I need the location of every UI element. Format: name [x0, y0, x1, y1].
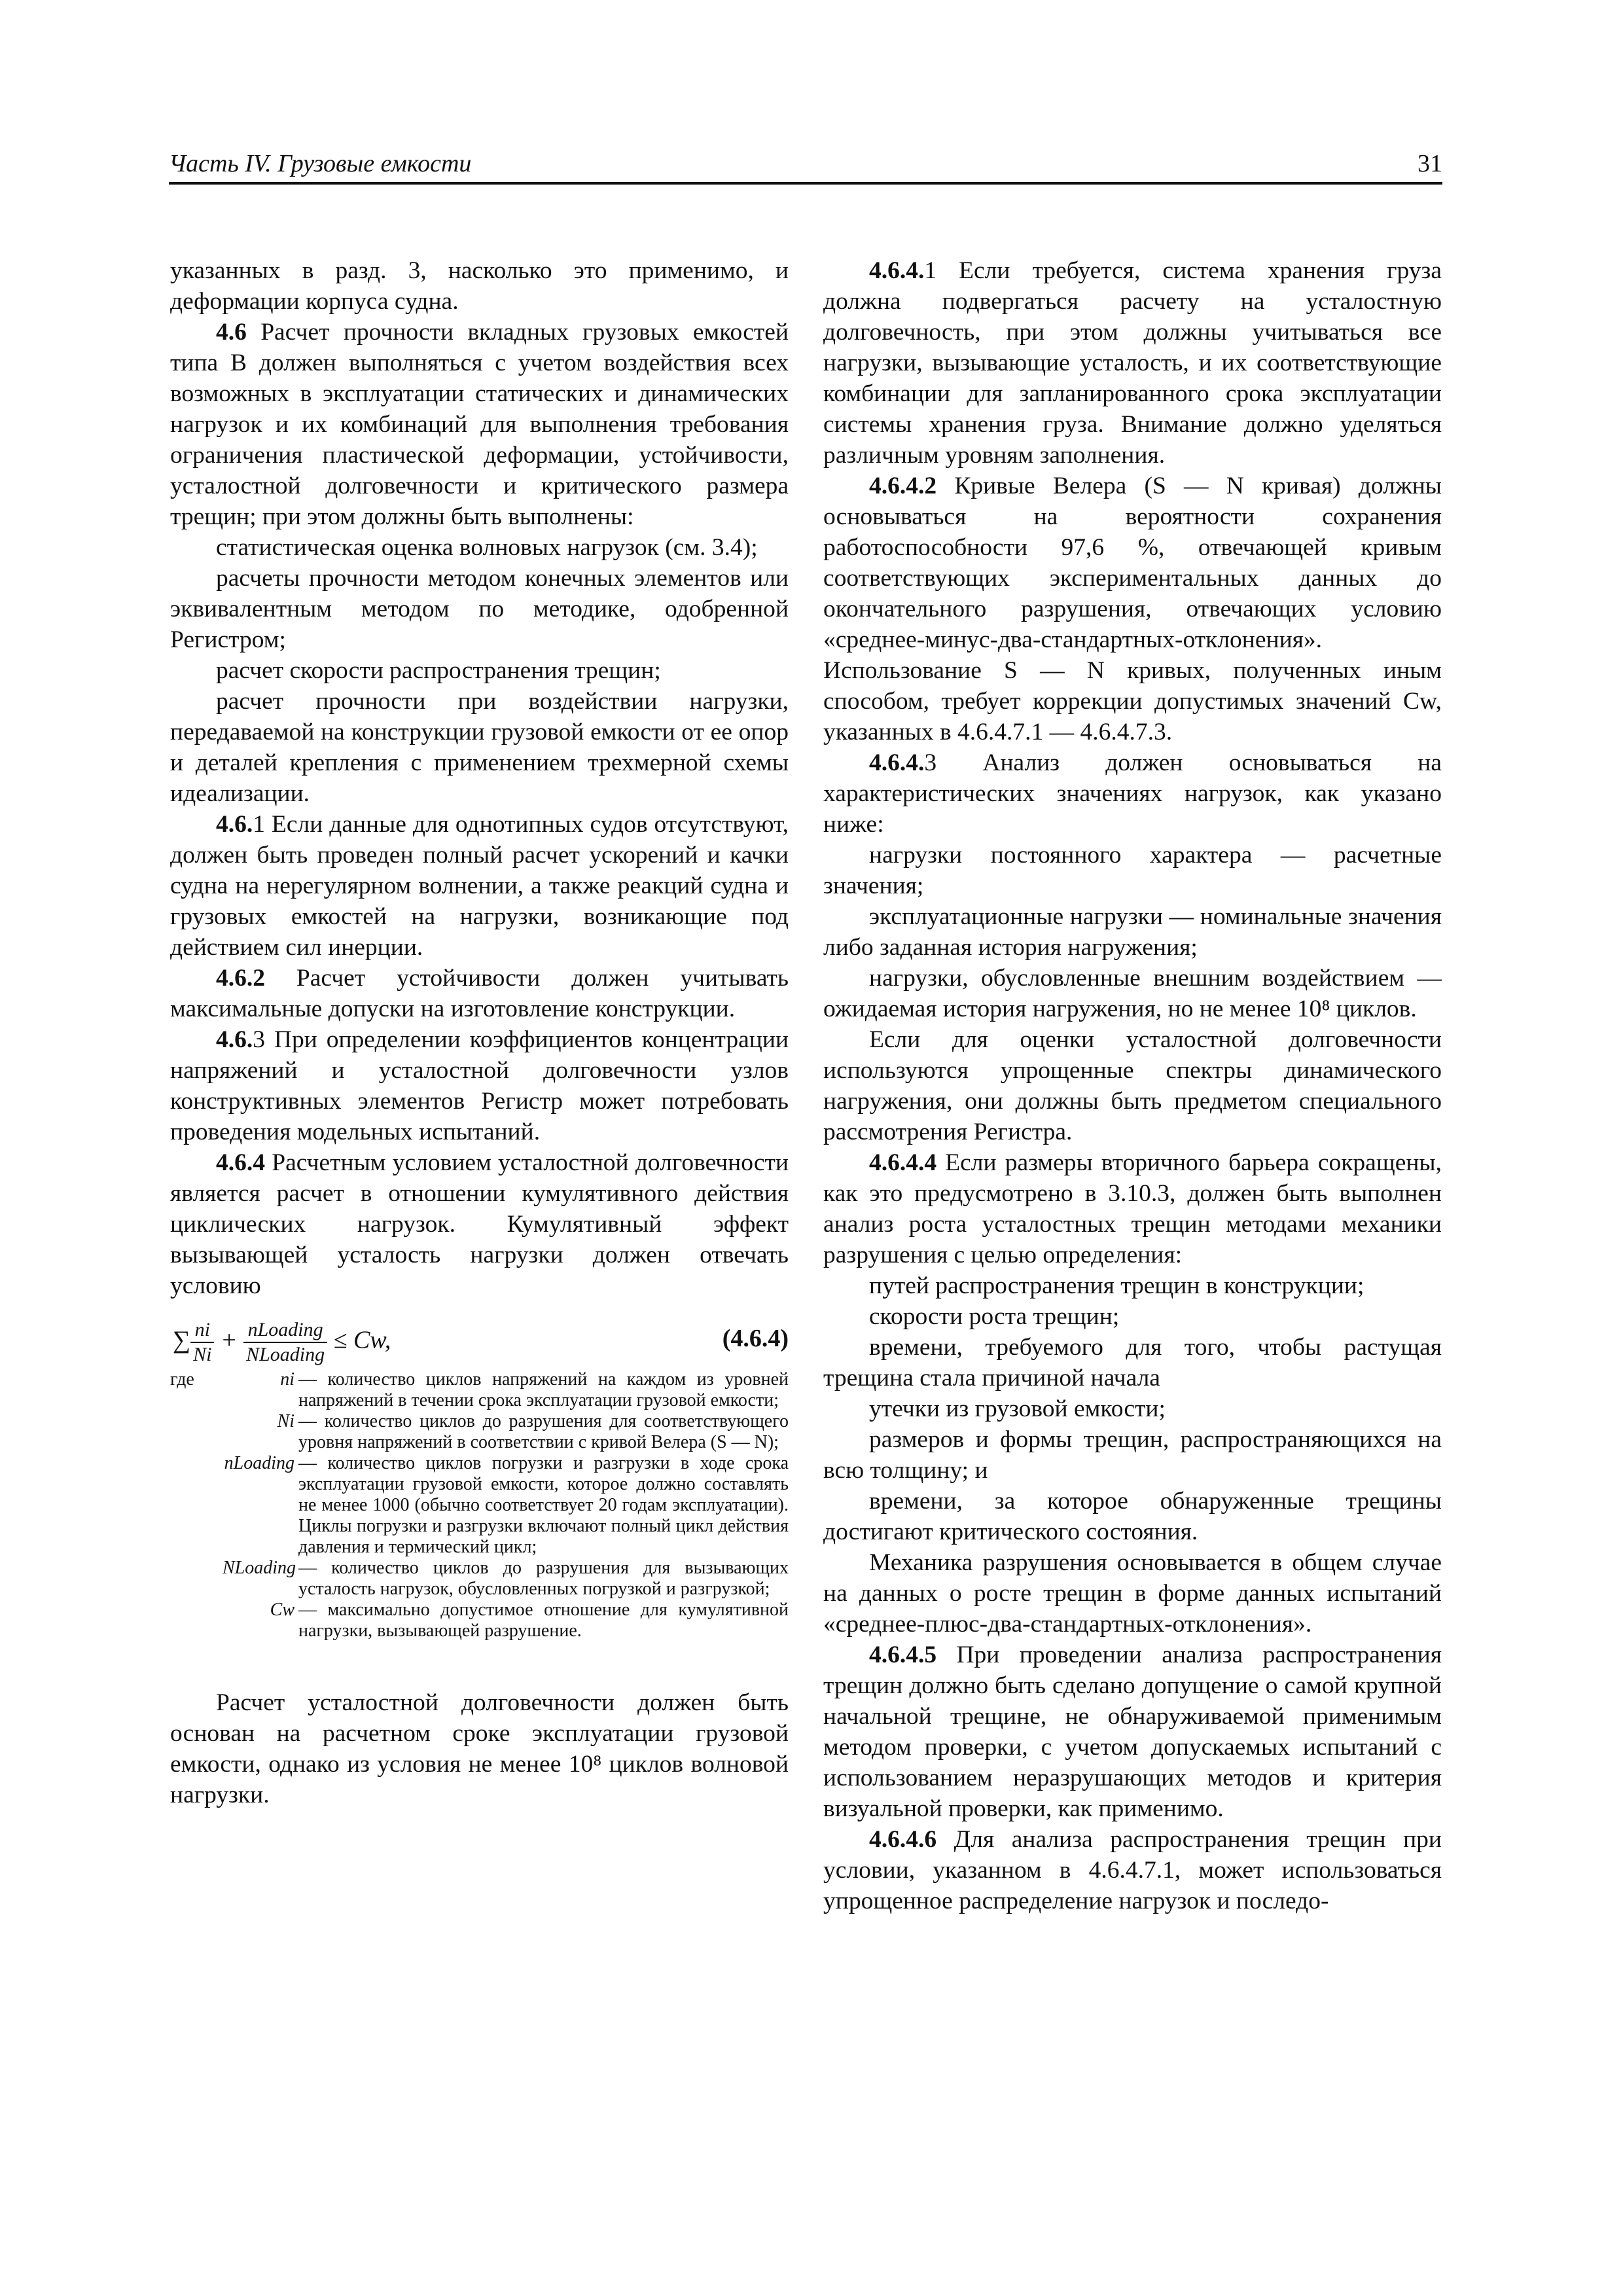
- paragraph-text: Расчет прочности вкладных грузовых емкостей типа В должен выполняться с учетом воздействия всех возможных в эксплуатации статических и динамических нагрузок и их комбинаций для выполнения требования ограничения пластической деформации, устойчивости, усталостной долговечности и критического размера трещин; при этом должны быть выполнены:: [170, 319, 789, 530]
- list-item: расчет прочности при воздействии нагрузки, передаваемой на конструкции грузовой емкости от ее опор и деталей крепления с применением трехмерной схемы идеализации.: [170, 688, 789, 807]
- left-column: [170, 255, 789, 1810]
- paragraph: [823, 747, 1442, 840]
- section-number: 4.6.4.2: [869, 473, 937, 499]
- definition-text: — количество циклов до разрушения для вызывающих усталость нагрузок, обусловленных погрузкой и разгрузкой;: [298, 1558, 789, 1599]
- definition-row: [170, 1453, 789, 1558]
- numerator: ni: [190, 1318, 214, 1343]
- fraction: [190, 1318, 214, 1367]
- symbol-definitions: [170, 1369, 789, 1641]
- paragraph: [823, 471, 1442, 747]
- paragraph-text: При проведении анализа распространения трещин должно быть сделано допущение о самой крупной начальной трещине, не обнаруживаемой применимым методом проверки, с учетом допускаемых испытаний с использованием неразрушающих методов и критерия визуальной проверки, как применимо.: [823, 1641, 1442, 1822]
- paragraph: [170, 1147, 789, 1301]
- paragraph-text: Для анализа распространения трещин при условии, указанном в 4.6.4.7.1, может использоваться упрощенное распределение нагрузок и последо-: [823, 1826, 1442, 1914]
- paragraph-text: Если размеры вторичного барьера сокращены, как это предусмотрено в 3.10.3, должен быть выполнен анализ роста усталостных трещин методами механики разрушения с целью определения:: [823, 1149, 1442, 1268]
- paragraph-text: Кривые Велера (S — N кривая) должны основываться на вероятности сохранения работоспособности 97,6 %, отвечающей кривым соответствующих экспериментальных данных до окончательного разрушения, отвечающих условию «среднее-минус-два-стандартных-отклонения». Использование S — N кривых, полученных иным способом, требует коррекции допустимых значений Cw, указанных в 4.6.4.7.1 — 4.6.4.7.3.: [823, 473, 1442, 745]
- paragraph: [170, 317, 789, 532]
- section-number: 4.6: [216, 319, 247, 346]
- paragraph: [823, 1824, 1442, 1916]
- list-item: нагрузки, обусловленные внешним воздействием — ожидаемая история нагружения, но не менее 10⁸ циклов.: [823, 965, 1442, 1022]
- symbol: nLoading: [224, 1453, 294, 1473]
- list-item: расчет скорости распространения трещин;: [216, 657, 661, 684]
- symbol: Ni: [277, 1411, 294, 1431]
- section-number: 4.6.: [216, 811, 253, 838]
- symbol: ni: [280, 1369, 294, 1390]
- section-number: 4.6.4: [216, 1149, 265, 1176]
- paragraph-text: Расчетным условием усталостной долговечности является расчет в отношении кумулятивного действия циклических нагрузок. Кумулятивный эффект вызывающей усталость нагрузки должен отвечать условию: [170, 1149, 789, 1299]
- list-item: скорости роста трещин;: [869, 1303, 1120, 1330]
- paragraph: [170, 1024, 789, 1147]
- paragraph-text: 1 Если данные для однотипных судов отсутствуют, должен быть проведен полный расчет ускорений и качки судна на нерегулярном волнении, а также реакций судна и грузовых емкостей на нагрузки, возникающие под действием сил инерции.: [170, 811, 789, 961]
- list-item: размеров и формы трещин, распространяющихся на всю толщину; и: [823, 1426, 1442, 1484]
- definition-row: [170, 1411, 789, 1453]
- equation-4-6-4: [170, 1313, 789, 1365]
- list-item: времени, требуемого для того, чтобы растущая трещина стала причиной начала: [823, 1334, 1442, 1391]
- section-number: 4.6.: [216, 1026, 253, 1053]
- relation: ≤ Cw,: [333, 1326, 391, 1354]
- symbol: NLoading: [223, 1558, 296, 1578]
- running-title: Часть IV. Грузовые емкости: [169, 150, 472, 177]
- paragraph-text: 3 При определении коэффициентов концентрации напряжений и усталостной долговечности узлов конструктивных элементов Регистр может потребовать проведения модельных испытаний.: [170, 1026, 789, 1145]
- section-number: 4.6.4.: [869, 257, 925, 284]
- list-item: путей распространения трещин в конструкции;: [869, 1272, 1364, 1299]
- plus-sign: +: [220, 1326, 238, 1354]
- equation-expression: [173, 1318, 391, 1367]
- page-number: 31: [1418, 150, 1442, 177]
- definition-text: — максимально допустимое отношение для кумулятивной нагрузки, вызывающей разрушение.: [298, 1600, 789, 1641]
- paragraph: указанных в разд. 3, насколько это применимо, и деформации корпуса судна.: [170, 257, 789, 315]
- denominator: NLoading: [246, 1344, 325, 1365]
- list-item: эксплуатационные нагрузки — номинальные значения либо заданная история нагружения;: [823, 903, 1442, 961]
- paragraph-text: 1 Если требуется, система хранения груза должна подвергаться расчету на усталостную долговечность, при этом должны учитываться все нагрузки, вызывающие усталость, и их соответствующие комбинации для запланированного срока эксплуатации системы хранения груза. Внимание должно уделяться различным уровням заполнения.: [823, 257, 1442, 469]
- paragraph: [823, 1147, 1442, 1270]
- denominator: Ni: [193, 1344, 212, 1365]
- sum-symbol: ∑: [173, 1326, 191, 1354]
- list-item: нагрузки постоянного характера — расчетные значения;: [823, 842, 1442, 899]
- list-item: расчеты прочности методом конечных элементов или эквивалентным методом по методике, одобренной Регистром;: [170, 565, 789, 653]
- definition-row: [170, 1558, 789, 1600]
- paragraph-text: 3 Анализ должен основываться на характеристических значениях нагрузок, как указано ниже:: [823, 749, 1442, 838]
- definition-row: [170, 1600, 789, 1641]
- right-column: [823, 255, 1442, 1916]
- paragraph: [823, 255, 1442, 471]
- section-number: 4.6.4.5: [869, 1641, 937, 1668]
- where-label: где: [170, 1369, 194, 1390]
- paragraph: [823, 1640, 1442, 1824]
- paragraph-text: Расчет устойчивости должен учитывать максимальные допуски на изготовление конструкции.: [170, 965, 789, 1022]
- section-number: 4.6.2: [216, 965, 265, 992]
- paragraph: Расчет усталостной долговечности должен быть основан на расчетном сроке эксплуатации грузовой емкости, однако из условия не менее 10⁸ циклов волновой нагрузки.: [170, 1689, 789, 1808]
- definition-text: — количество циклов погрузки и разгрузки в ходе срока эксплуатации грузовой емкости, которое должно составлять не менее 1000 (обычно соответствует 20 годам эксплуатации). Циклы погрузки и разгрузки включают полный цикл действия давления и термический цикл;: [298, 1453, 789, 1557]
- equation-number: (4.6.4): [722, 1325, 789, 1352]
- list-item: утечки из грузовой емкости;: [869, 1395, 1166, 1422]
- list-item: времени, за которое обнаруженные трещины достигают критического состояния.: [823, 1488, 1442, 1545]
- definition-row: [170, 1369, 789, 1411]
- paragraph: [170, 809, 789, 963]
- page-header: [169, 143, 1442, 185]
- list-item: статистическая оценка волновых нагрузок (см. 3.4);: [216, 534, 758, 561]
- paragraph: Механика разрушения основывается в общем случае на данных о росте трещин в форме данных испытаний «среднее-плюс-два-стандартных-отклонения».: [823, 1549, 1442, 1638]
- definition-text: — количество циклов до разрушения для соответствующего уровня напряжений в соответствии с кривой Велера (S — N);: [298, 1411, 789, 1452]
- definition-text: — количество циклов напряжений на каждом из уровней напряжений в течении срока эксплуатации грузовой емкости;: [298, 1369, 789, 1410]
- paragraph: [170, 963, 789, 1024]
- symbol: Cw: [270, 1600, 294, 1620]
- numerator: nLoading: [243, 1318, 327, 1343]
- fraction: [243, 1318, 327, 1367]
- section-number: 4.6.4.: [869, 749, 925, 776]
- paragraph: Если для оценки усталостной долговечности используются упрощенные спектры динамического нагружения, они должны быть предметом специального рассмотрения Регистра.: [823, 1026, 1442, 1145]
- section-number: 4.6.4.6: [869, 1826, 937, 1853]
- section-number: 4.6.4.4: [869, 1149, 937, 1176]
